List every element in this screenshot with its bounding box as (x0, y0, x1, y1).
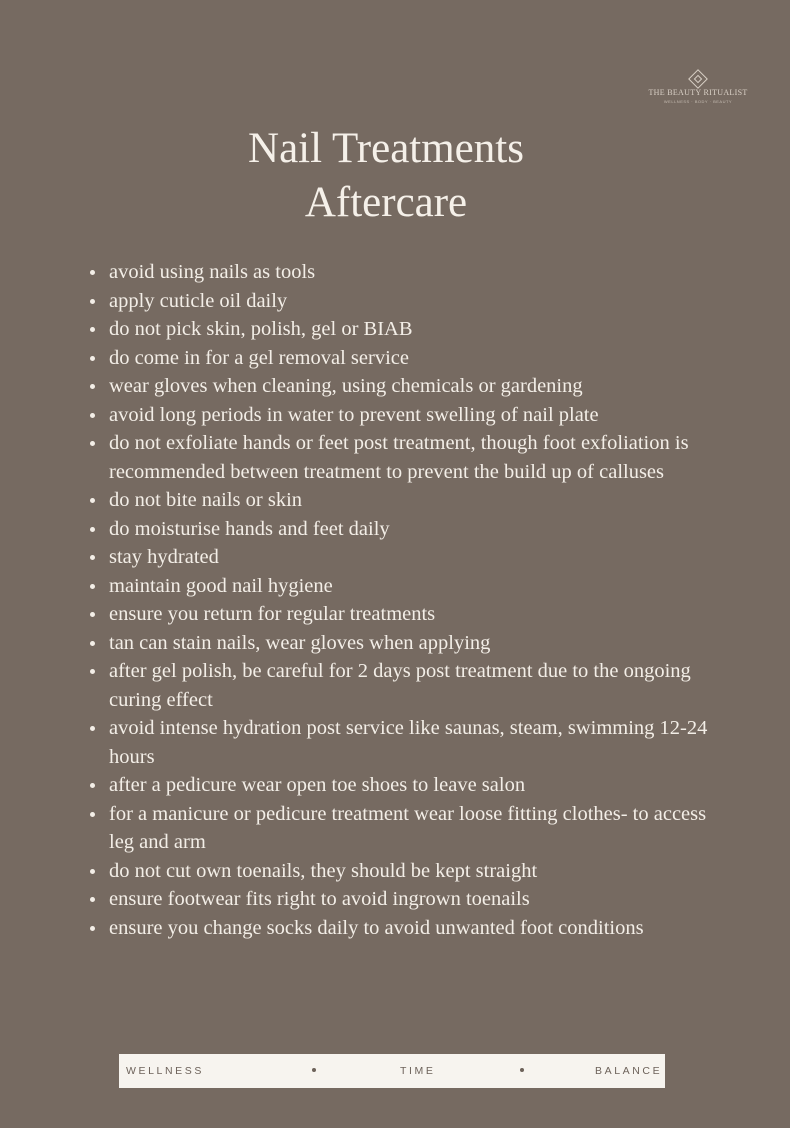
footer-balance: BALANCE (595, 1065, 663, 1077)
list-item: avoid intense hydration post service like saunas, steam, swimming 12-24 hours (88, 714, 708, 771)
list-item: do come in for a gel removal service (88, 344, 708, 373)
list-item: ensure you change socks daily to avoid unwanted foot conditions (88, 914, 708, 943)
list-item: do not cut own toenails, they should be kept straight (88, 857, 708, 886)
list-item: ensure footwear fits right to avoid ingrown toenails (88, 885, 708, 914)
footer-wellness: WELLNESS (126, 1065, 204, 1077)
list-item: stay hydrated (88, 543, 708, 572)
list-item: for a manicure or pedicure treatment wear loose fitting clothes- to access leg and arm (88, 800, 708, 857)
list-item: apply cuticle oil daily (88, 287, 708, 316)
brand-logo (648, 72, 748, 104)
page-title (0, 122, 772, 230)
logo-tagline: WELLNESS · BODY · BEAUTY (663, 99, 733, 104)
list-item: do not bite nails or skin (88, 486, 708, 515)
list-item: after gel polish, be careful for 2 days post treatment due to the ongoing curing effect (88, 657, 708, 714)
aftercare-list (88, 258, 708, 942)
list-item: tan can stain nails, wear gloves when applying (88, 629, 708, 658)
list-item: do not pick skin, polish, gel or BIAB (88, 315, 708, 344)
page-title-line-2: Aftercare (304, 179, 468, 226)
logo-emblem-icon (688, 69, 708, 89)
footer-banner (119, 1054, 665, 1088)
footer-time: TIME (400, 1065, 436, 1077)
list-item: maintain good nail hygiene (88, 572, 708, 601)
list-item: avoid long periods in water to prevent swelling of nail plate (88, 401, 708, 430)
list-item: do moisturise hands and feet daily (88, 515, 708, 544)
list-item: do not exfoliate hands or feet post treatment, though foot exfoliation is recommended between treatment to prevent the build up of calluses (88, 429, 708, 486)
list-item: avoid using nails as tools (88, 258, 708, 287)
list-item: after a pedicure wear open toe shoes to leave salon (88, 771, 708, 800)
list-item: wear gloves when cleaning, using chemicals or gardening (88, 372, 708, 401)
footer-dot-icon (520, 1068, 524, 1072)
list-item: ensure you return for regular treatments (88, 600, 708, 629)
footer-dot-icon (312, 1068, 316, 1072)
page-title-line-1: Nail Treatments (248, 125, 524, 172)
logo-name: THE BEAUTY RITUALIST (648, 88, 748, 97)
